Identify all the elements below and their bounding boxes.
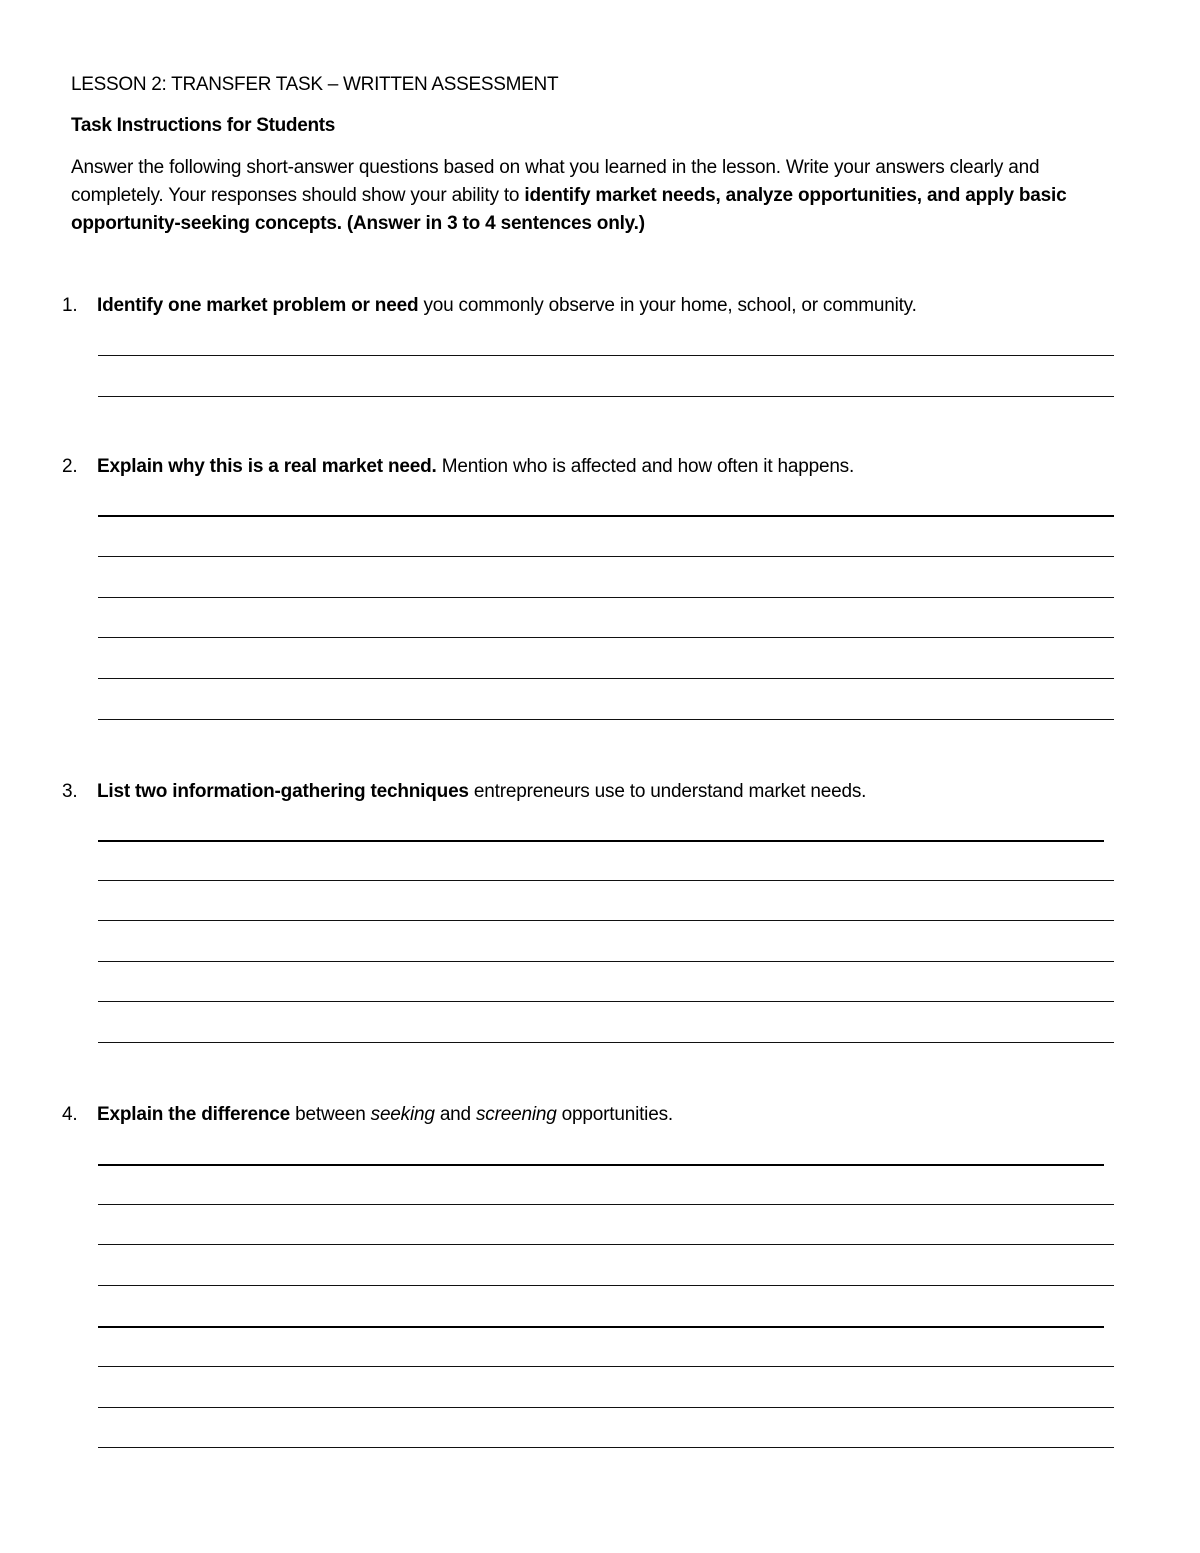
answer-line[interactable]	[98, 597, 1114, 598]
question-prompt-bold: Explain the difference	[97, 1104, 291, 1125]
answer-line[interactable]	[98, 355, 1114, 356]
question-number: 3.	[62, 781, 78, 802]
instructions-heading: Task Instructions for Students	[71, 115, 336, 136]
page-title: LESSON 2: TRANSFER TASK – WRITTEN ASSESSMENT	[71, 74, 559, 95]
question-number: 2.	[62, 456, 78, 477]
answer-line[interactable]	[98, 1164, 1104, 1166]
answer-line[interactable]	[98, 1244, 1114, 1245]
question-number: 1.	[62, 295, 78, 316]
question-prompt-text: you commonly observe in your home, school, or community.	[418, 295, 917, 316]
question-prompt-italic: seeking	[370, 1104, 435, 1125]
answer-line[interactable]	[98, 556, 1114, 557]
answer-line[interactable]	[98, 1042, 1114, 1043]
answer-line[interactable]	[98, 880, 1114, 881]
question-prompt-bold: List two information-gathering techniques	[97, 781, 469, 802]
question-prompt-text: opportunities.	[556, 1104, 673, 1125]
question-prompt-bold: Identify one market problem or need	[97, 295, 419, 316]
answer-line[interactable]	[98, 1204, 1114, 1205]
question-prompt-text: Mention who is affected and how often it happens.	[436, 456, 855, 477]
instructions-paragraph	[71, 154, 1121, 238]
question-prompt-text: and	[434, 1104, 476, 1125]
question-prompt-bold: Explain why this is a real market need.	[97, 456, 437, 477]
answer-line[interactable]	[98, 396, 1114, 397]
question-prompt-text: entrepreneurs use to understand market needs.	[468, 781, 867, 802]
answer-line[interactable]	[98, 515, 1114, 517]
question-2	[62, 454, 1122, 480]
question-prompt-text: between	[290, 1104, 371, 1125]
question-4	[62, 1102, 1122, 1128]
answer-line[interactable]	[98, 1407, 1114, 1408]
answer-line[interactable]	[98, 1326, 1104, 1328]
question-prompt-italic: screening	[476, 1104, 557, 1125]
instructions-emphasis: identify market needs, analyze opportunities, and apply basic opportunity-seeking concepts. (Answer in 3 to 4 sentences only.)	[71, 185, 1067, 234]
question-3	[62, 779, 1122, 805]
answer-line[interactable]	[98, 719, 1114, 720]
answer-line[interactable]	[98, 840, 1104, 842]
question-1	[62, 293, 1122, 319]
answer-line[interactable]	[98, 1366, 1114, 1367]
answer-line[interactable]	[98, 920, 1114, 921]
answer-line[interactable]	[98, 678, 1114, 679]
instructions-text: Answer the following short-answer questions based on what you learned in the lesson. Write your answers clearly and completely. Your responses should show your ability to	[71, 157, 1040, 206]
answer-line[interactable]	[98, 1285, 1114, 1286]
answer-line[interactable]	[98, 961, 1114, 962]
question-number: 4.	[62, 1104, 78, 1125]
answer-line[interactable]	[98, 1447, 1114, 1448]
answer-line[interactable]	[98, 1001, 1114, 1002]
answer-line[interactable]	[98, 637, 1114, 638]
